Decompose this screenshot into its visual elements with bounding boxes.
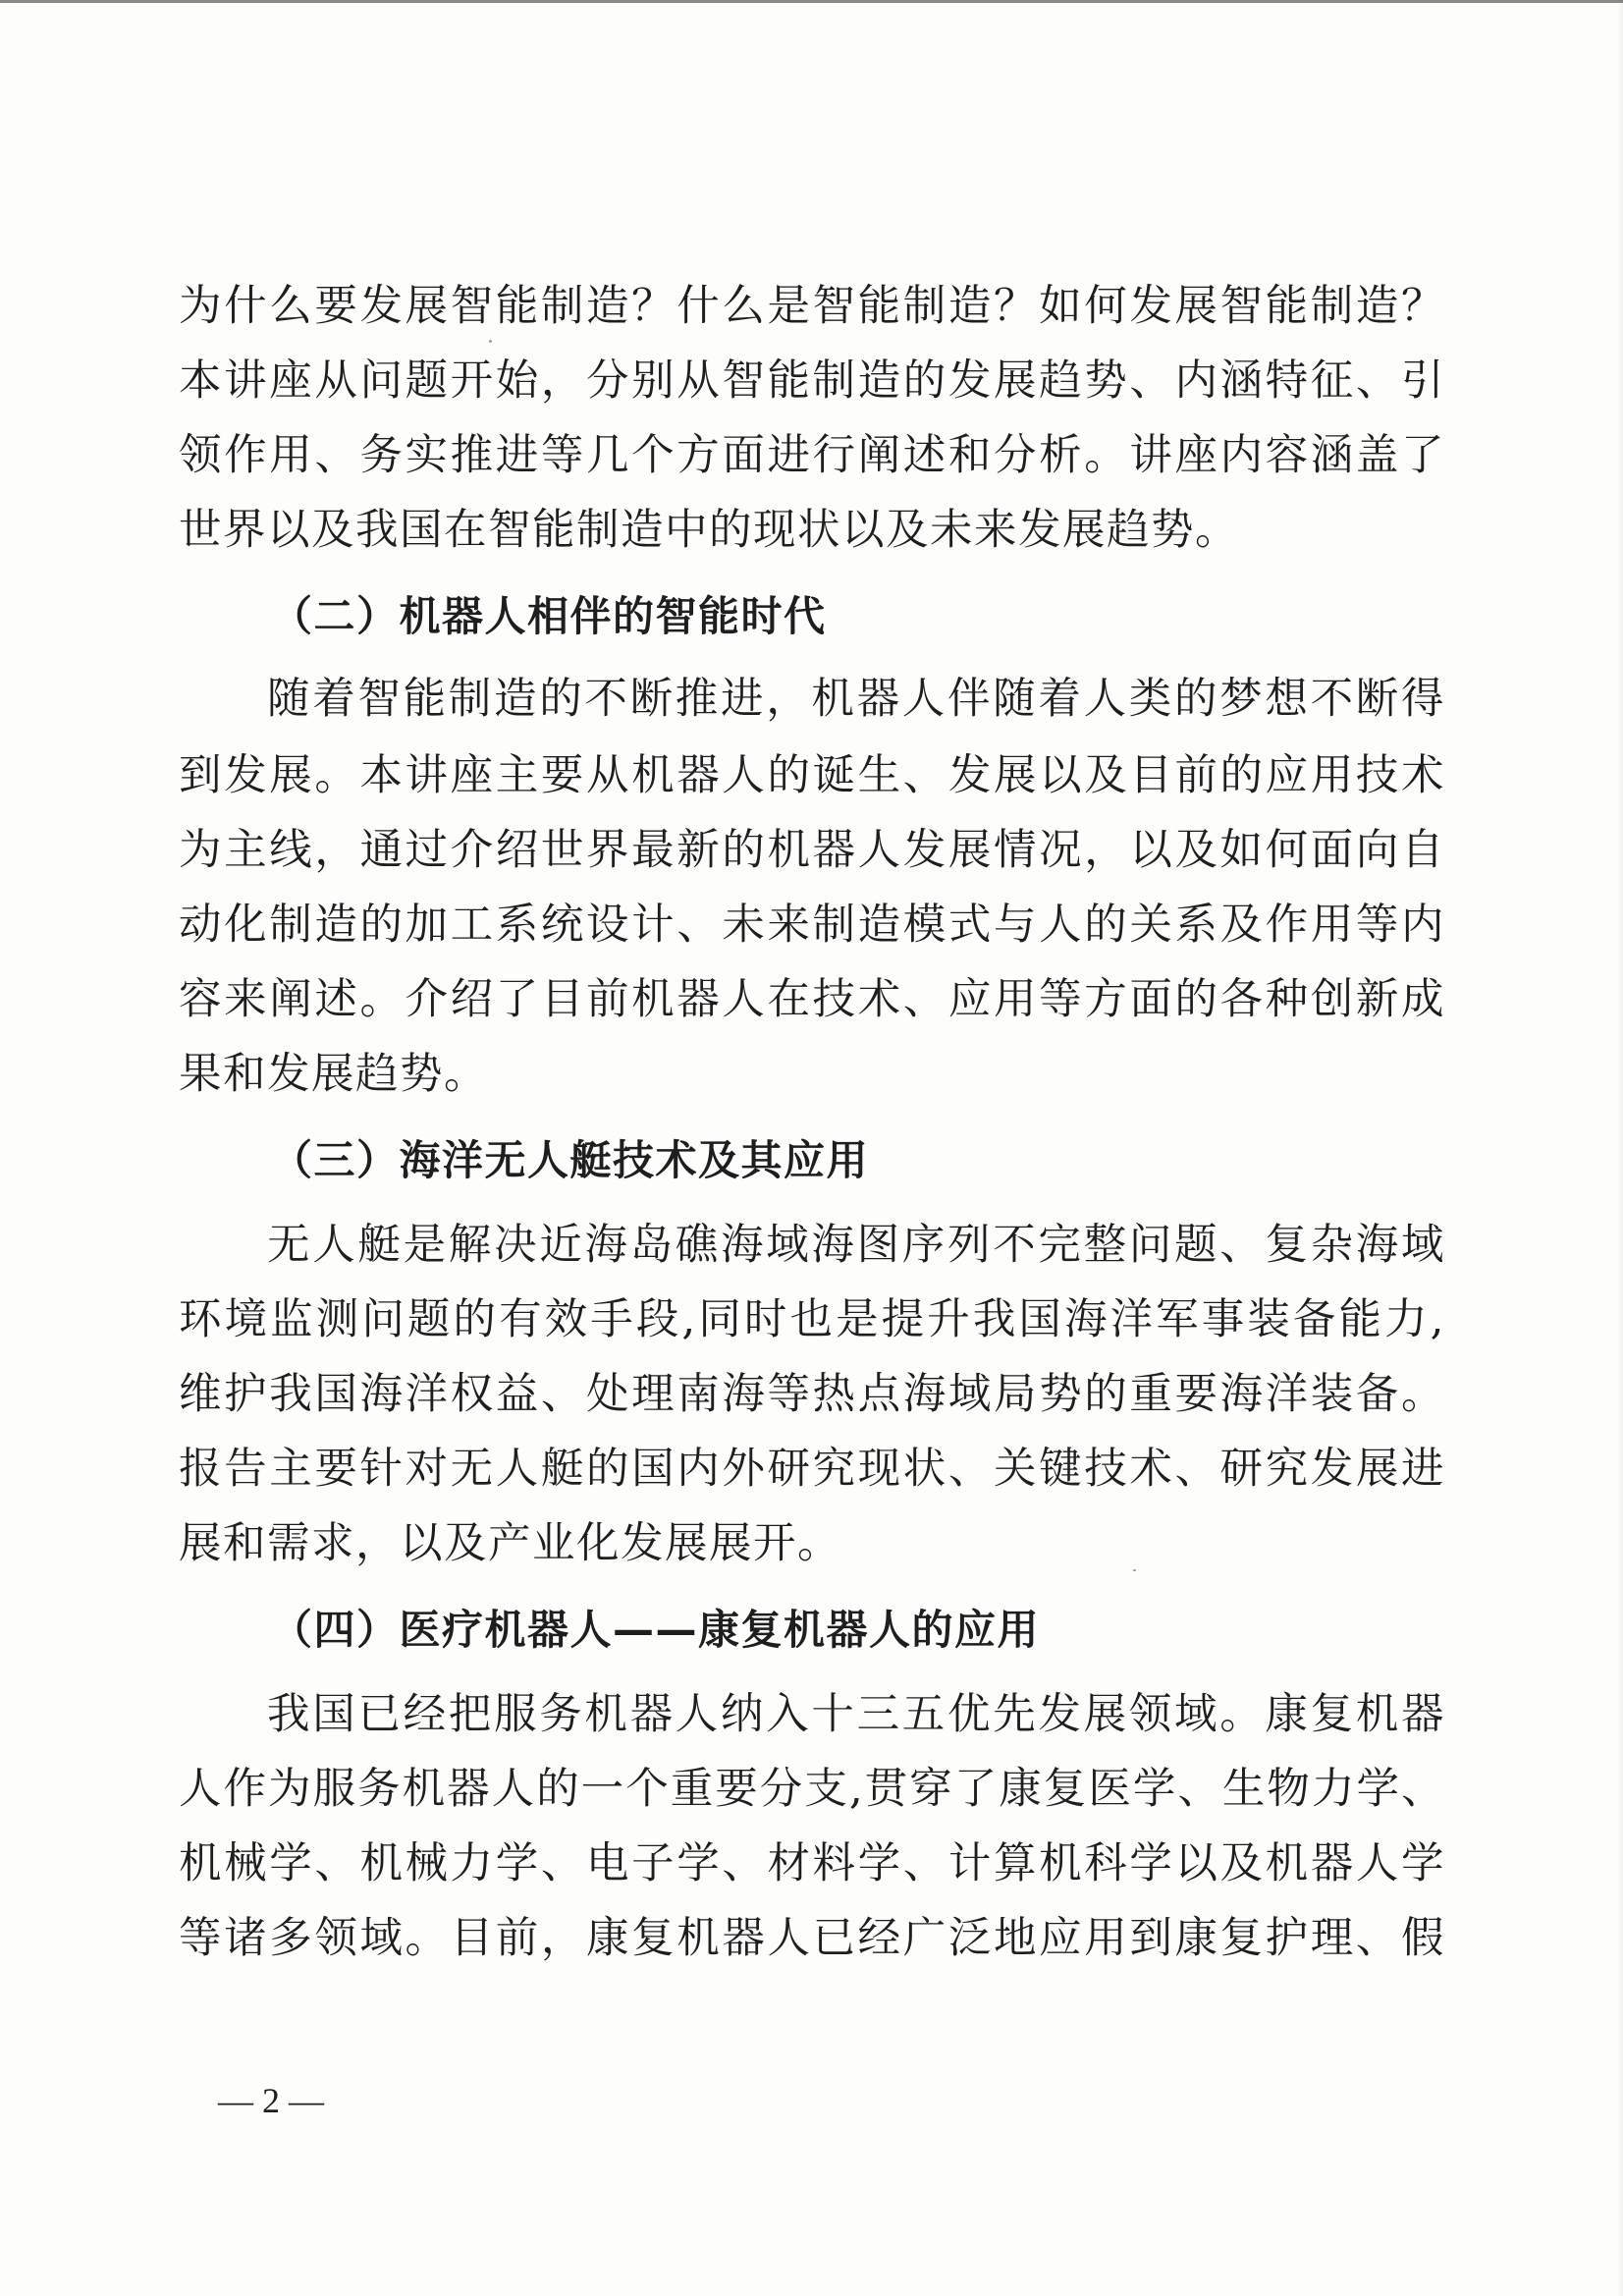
body-line: 我国已经把服务机器人纳入十三五优先发展领域。康复机器 xyxy=(267,1690,1445,1739)
section-heading: （二）机器人相伴的智能时代 xyxy=(271,592,827,640)
section-heading: （三）海洋无人艇技术及其应用 xyxy=(271,1136,870,1184)
scan-right-shadow xyxy=(1617,0,1623,2296)
page-number: — 2 — xyxy=(218,2081,324,2120)
body-line: 报告主要针对无人艇的国内外研究现状、关键技术、研究发展进 xyxy=(179,1445,1445,1494)
body-line: 本讲座从问题开始，分别从智能制造的发展趋势、内涵特征、引 xyxy=(179,356,1445,406)
body-line: 世界以及我国在智能制造中的现状以及未来发展趋势。 xyxy=(179,506,1239,555)
scan-top-edge xyxy=(0,0,1623,3)
body-line: 果和发展趋势。 xyxy=(179,1050,488,1099)
body-line: 环境监测问题的有效手段,同时也是提升我国海洋军事装备能力, xyxy=(179,1295,1445,1344)
body-line: 机械学、机械力学、电子学、材料学、计算机科学以及机器人学 xyxy=(179,1839,1445,1888)
body-line: 等诸多领域。目前，康复机器人已经广泛地应用到康复护理、假 xyxy=(179,1914,1445,1963)
body-line: 展和需求，以及产业化发展展开。 xyxy=(179,1519,841,1568)
scan-speck xyxy=(1133,1569,1136,1571)
body-line: 动化制造的加工系统设计、未来制造模式与人的关系及作用等内 xyxy=(179,901,1445,950)
body-line: 维护我国海洋权益、处理南海等热点海域局势的重要海洋装备。 xyxy=(179,1370,1445,1419)
body-line: 人作为服务机器人的一个重要分支,贯穿了康复医学、生物力学、 xyxy=(179,1765,1445,1814)
body-line: 到发展。本讲座主要从机器人的诞生、发展以及目前的应用技术 xyxy=(179,751,1445,800)
body-line: 领作用、务实推进等几个方面进行阐述和分析。讲座内容涵盖了 xyxy=(179,431,1445,480)
body-line: 容来阐述。介绍了目前机器人在技术、应用等方面的各种创新成 xyxy=(179,975,1445,1024)
body-line: 为什么要发展智能制造？什么是智能制造？如何发展智能制造？ xyxy=(179,282,1445,331)
section-heading: （四）医疗机器人——康复机器人的应用 xyxy=(271,1606,1041,1654)
body-line: 为主线，通过介绍世界最新的机器人发展情况，以及如何面向自 xyxy=(179,826,1445,875)
body-line: 随着智能制造的不断推进，机器人伴随着人类的梦想不断得 xyxy=(267,675,1445,724)
scan-speck xyxy=(489,340,492,343)
body-line: 无人艇是解决近海岛礁海域海图序列不完整问题、复杂海域 xyxy=(267,1221,1445,1270)
